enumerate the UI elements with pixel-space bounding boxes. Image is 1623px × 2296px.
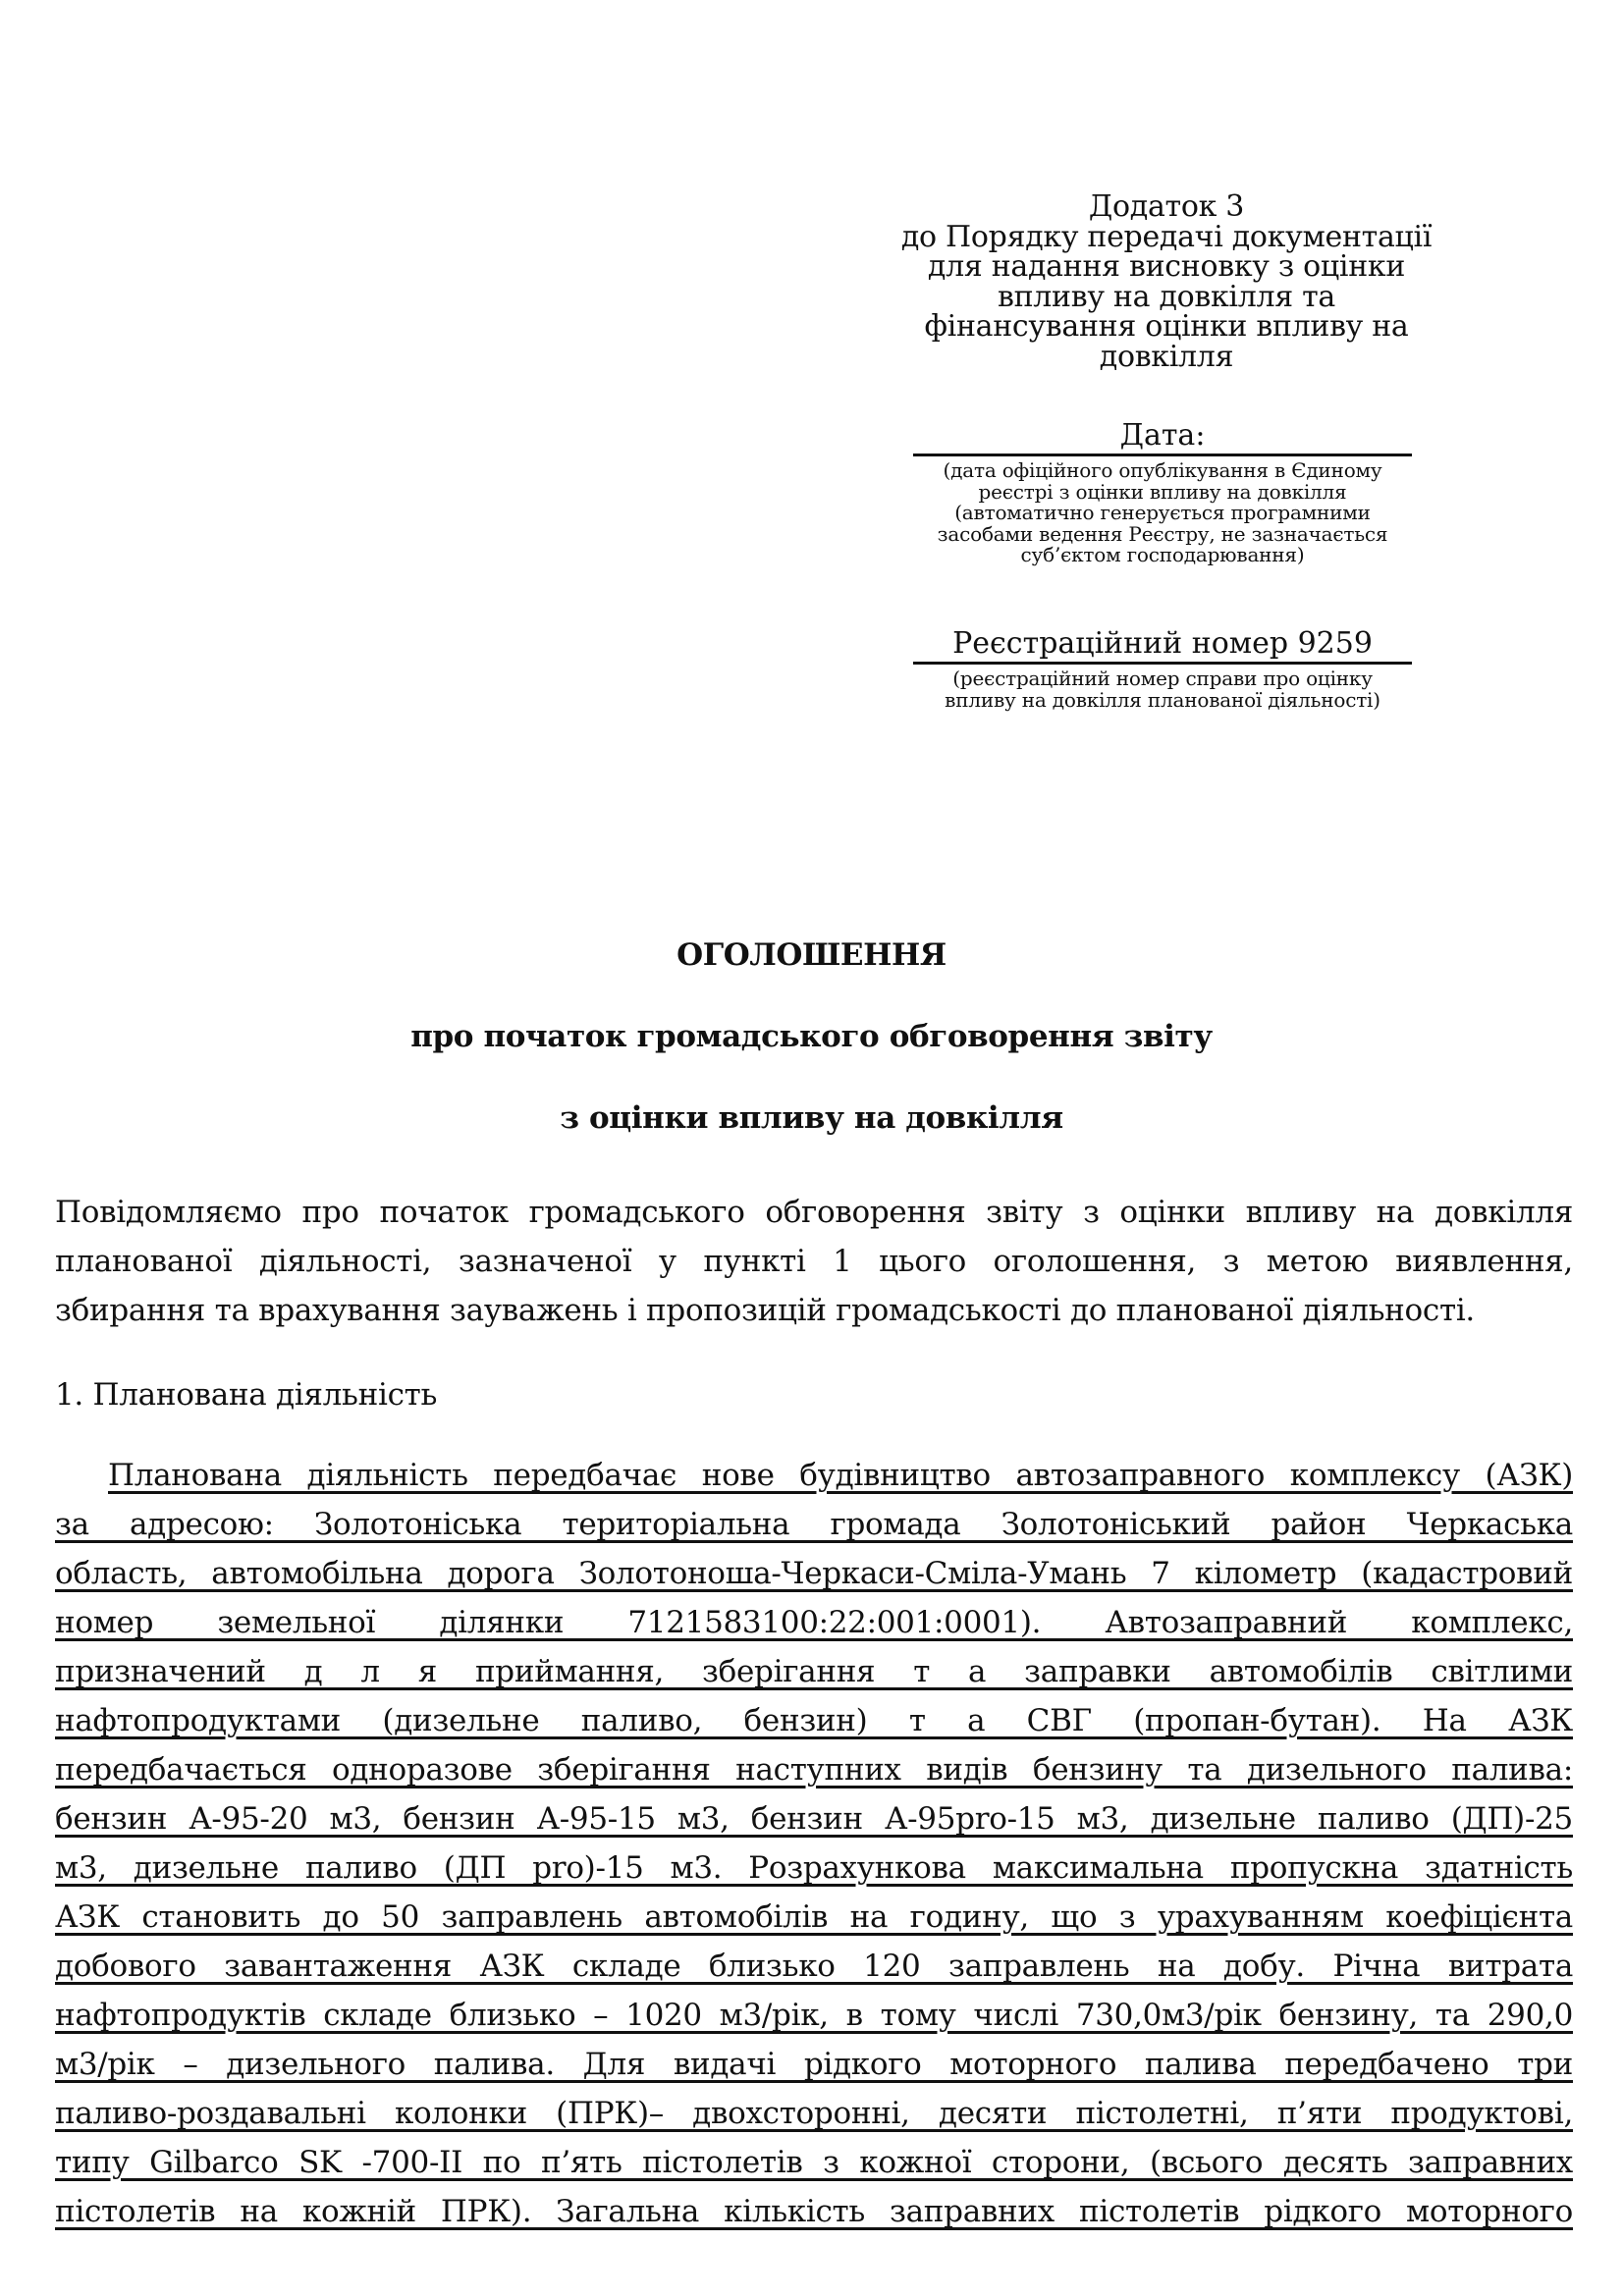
date-label: Дата: <box>913 418 1412 456</box>
paragraph-line: Планована діяльність передбачає нове будівництво автозаправного комплексу (АЗК) <box>108 1458 1573 1493</box>
paragraph-line: пістолетів на кожній ПРК). Загальна кількість заправних пістолетів рідкого моторного <box>55 2194 1573 2229</box>
title-subtitle-1: про початок громадського обговорення звіту <box>410 1019 1213 1054</box>
paragraph-line: добового завантаження АЗК складе близько 120 заправлень на добу. Річна витрата <box>55 1949 1573 1984</box>
paragraph-line: за адресою: Золотоніська територіальна громада Золотоніський район Черкаська <box>55 1507 1573 1542</box>
annex-line: Додаток 3 <box>1088 189 1245 224</box>
annex-header <box>852 189 1481 374</box>
date-note-line: засобами ведення Реєстру, не зазначається <box>937 521 1388 546</box>
annex-line: фінансування оцінки впливу на <box>924 309 1409 344</box>
date-note-line: (автоматично генерується програмними <box>954 501 1371 524</box>
paragraph-line: АЗК становить до 50 заправлень автомобілів на годину, що з урахуванням коефіцієнта <box>55 1899 1573 1935</box>
annex-line: для надання висновку з оцінки <box>927 249 1406 284</box>
registration-note <box>913 668 1412 711</box>
paragraph-line: м3/рік – дизельного палива. Для видачі рідкого моторного палива передбачено три <box>55 2047 1573 2082</box>
registration-block <box>913 626 1412 711</box>
section-heading-planned-activity: 1. Планована діяльність <box>55 1377 438 1413</box>
date-note-line: (дата офіційного опублікування в Єдиному <box>943 458 1382 482</box>
annex-line: до Порядку передачі документації <box>900 219 1433 254</box>
paragraph-line: нафтопродуктів складе близько – 1020 м3/рік, в тому числі 730,0м3/рік бензину, та 290,0 <box>55 1998 1573 2033</box>
annex-line: впливу на довкілля та <box>998 279 1335 314</box>
paragraph-line: область, автомобільна дорога Золотоноша-Черкаси-Сміла-Умань 7 кілометр (кадастровий <box>55 1556 1573 1591</box>
date-note-line: суб’єктом господарювання) <box>1020 543 1305 566</box>
intro-line: збирання та врахування зауважень і пропозицій громадськості до планованої діяльності. <box>55 1293 1475 1328</box>
registration-note-line: (реєстраційний номер справи про оцінку <box>952 667 1373 690</box>
title-announcement: ОГОЛОШЕННЯ <box>676 937 947 973</box>
paragraph-line: типу Gilbarco SK -700-II по п’ять пістолетів з кожної сторони, (всього десять заправних <box>55 2145 1573 2180</box>
paragraph-line: номер земельної ділянки 7121583100:22:001:0001). Автозаправний комплекс, <box>55 1605 1573 1640</box>
date-field-block <box>913 418 1412 566</box>
date-note-line: реєстрі з оцінки впливу на довкілля <box>978 479 1347 504</box>
paragraph-line: нафтопродуктами (дизельне паливо, бензин) т а СВГ (пропан-бутан). На АЗК <box>55 1703 1573 1738</box>
paragraph-line: бензин А-95-20 м3, бензин А-95-15 м3, бензин А-95pro-15 м3, дизельне паливо (ДП)-25 <box>55 1801 1573 1837</box>
planned-activity-paragraph <box>55 1451 1573 2236</box>
registration-note-line: впливу на довкілля планованої діяльності) <box>945 687 1380 712</box>
paragraph-line: призначений д л я приймання, зберігання т а заправки автомобілів світлими <box>55 1654 1573 1689</box>
intro-line: планованої діяльності, зазначеної у пункті 1 цього оголошення, з метою виявлення, <box>55 1244 1573 1279</box>
intro-paragraph <box>55 1188 1573 1335</box>
annex-line: довкілля <box>1099 339 1234 374</box>
date-note <box>913 460 1412 566</box>
intro-line: Повідомляємо про початок громадського обговорення звіту з оцінки впливу на довкілля <box>55 1195 1573 1230</box>
paragraph-line: передбачається одноразове зберігання наступних видів бензину та дизельного палива: <box>55 1752 1573 1788</box>
paragraph-line: паливо-роздавальні колонки (ПРК)– двохсторонні, десяти пістолетні, п’яти продуктові, <box>55 2096 1573 2131</box>
paragraph-line: м3, дизельне паливо (ДП pro)-15 м3. Розрахункова максимальна пропускна здатність <box>55 1850 1573 1886</box>
title-subtitle-2: з оцінки впливу на довкілля <box>560 1100 1063 1136</box>
registration-number-label: Реєстраційний номер 9259 <box>913 626 1412 665</box>
